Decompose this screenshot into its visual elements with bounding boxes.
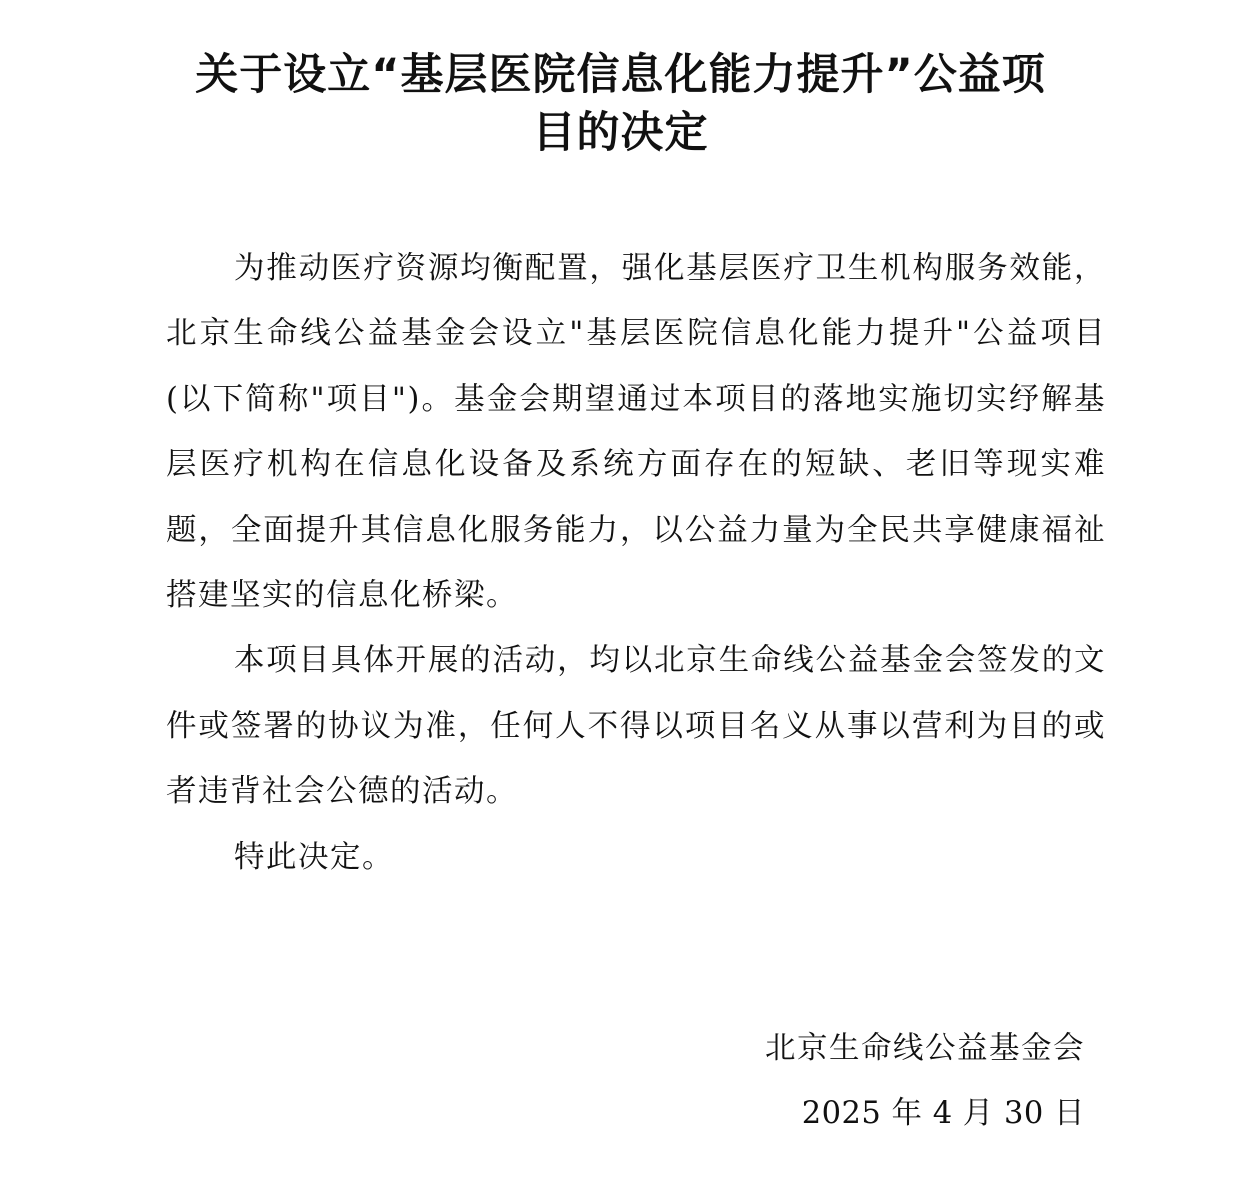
paragraph-purpose: 为推动医疗资源均衡配置，强化基层医疗卫生机构服务效能，北京生命线公益基金会设立"基层医院信息化能力提升"公益项目(以下简称"项目")。基金会期望通过本项目的落地实施切实纾解基层医疗机构在信息化设备及系统方面存在的短缺、老旧等现实难题，全面提升其信息化服务能力，以公益力量为全民共享健康福祉搭建坚实的信息化桥梁。: [166, 251, 1106, 614]
document-title: [0, 46, 1241, 162]
signature-organization: 北京生命线公益基金会: [765, 1031, 1085, 1066]
paragraph-activities: 本项目具体开展的活动，均以北京生命线公益基金会签发的文件或签署的协议为准，任何人不得以项目名义从事以营利为目的或者违背社会公德的活动。: [166, 643, 1106, 810]
title-line-1: 关于设立“基层医院信息化能力提升”公益项: [195, 50, 1046, 100]
document-body: [166, 236, 1106, 890]
paragraph-decision: 特此决定。: [234, 839, 394, 875]
title-line-2: 目的决定: [532, 108, 709, 158]
signature-date: 2025 年 4 月 30 日: [801, 1096, 1085, 1131]
